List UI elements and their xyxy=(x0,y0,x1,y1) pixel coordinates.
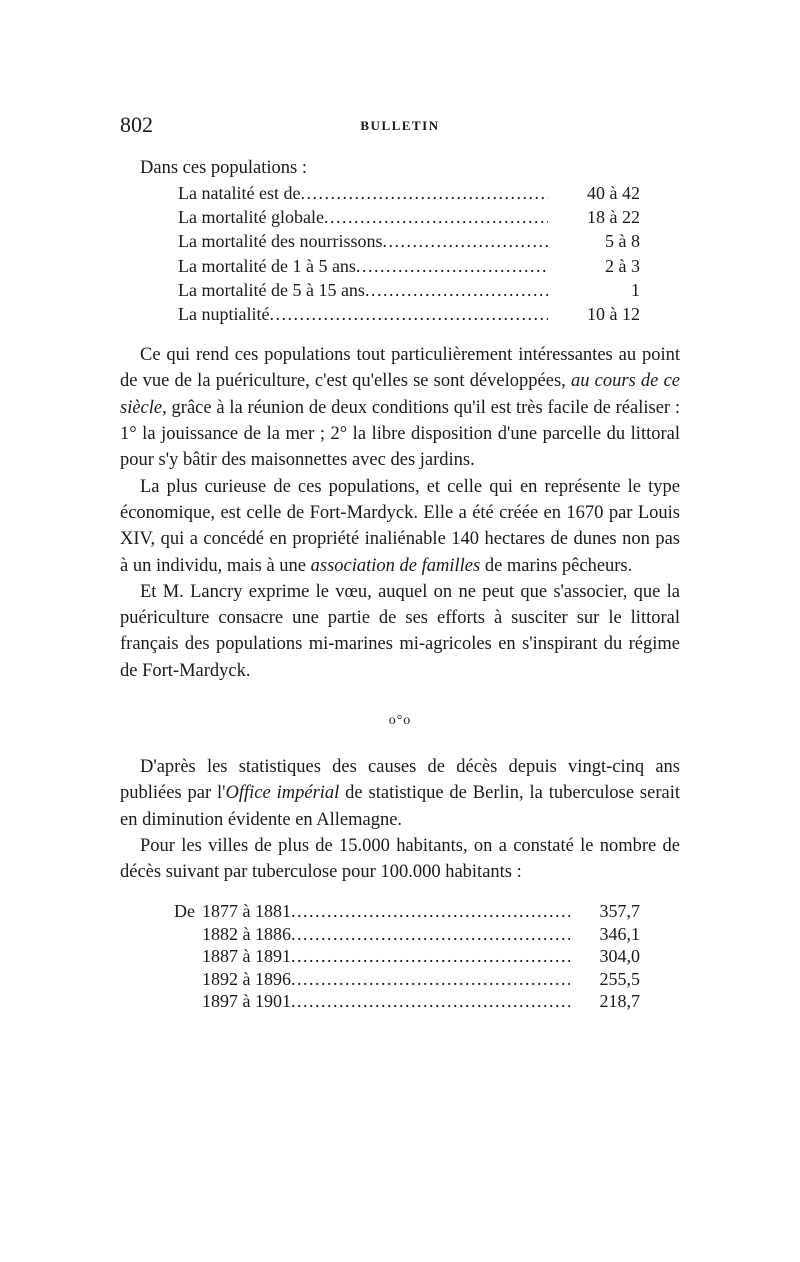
dot-leader xyxy=(324,207,548,228)
paragraph-text: D'après les statistiques des causes de décès depuis vingt-cinq ans publiées par l' xyxy=(120,756,680,804)
rate-label: La nuptialité xyxy=(178,303,270,324)
stat-prefix: De xyxy=(174,901,195,922)
dot-leader xyxy=(291,991,570,1012)
stat-years: 1877 à 1881 xyxy=(202,901,291,922)
rate-row xyxy=(178,304,640,328)
dot-leader xyxy=(291,924,570,945)
stat-years: 1882 à 1886 xyxy=(202,923,291,944)
rate-row xyxy=(178,207,640,231)
page-number: 802 xyxy=(120,112,153,137)
paragraph-text: La plus curieuse de ces populations, et celle qui en représente le type économique, est celle de Fort-Mardyck. Elle a été créée en 1670 par Louis XIV, qui a concédé en propriété inaliénable 140 hectares de dunes non pas à un individu, mais à une xyxy=(120,476,680,576)
section-separator: o°o xyxy=(388,712,412,728)
stat-row xyxy=(174,924,640,947)
dot-leader xyxy=(300,183,548,204)
paragraph-cities: Pour les villes de plus de 15.000 habitants, on a constaté le nombre de décès suivant par tuberculose pour 100.000 habitants : xyxy=(120,835,680,883)
paragraph-statistics xyxy=(120,754,680,833)
paragraph-lancry: Et M. Lancry exprime le vœu, auquel on ne peut que s'associer, que la puériculture consacre une partie de ses efforts à susciter sur le littoral français des populations mi-marines mi-agricoles en s'inspirant du régime de Fort-Mardyck. xyxy=(120,581,680,681)
stat-row xyxy=(174,991,640,1014)
page xyxy=(120,112,680,1014)
dot-leader xyxy=(365,280,548,301)
stat-value: 255,5 xyxy=(599,968,640,989)
paragraph-italic: Office impérial xyxy=(225,783,340,804)
paragraph-puericulture xyxy=(120,342,680,473)
paragraph-text: , grâce à la réunion de deux conditions qu'il est très facile de réaliser : 1° la jouissance de la mer ; 2° la libre disposition d'une parcelle du littoral pour s'y bâtir des maisonnettes avec des jardins. xyxy=(120,397,680,471)
intro-line: Dans ces populations : xyxy=(140,158,307,178)
dot-leader xyxy=(269,304,548,325)
stat-row xyxy=(174,901,640,924)
page-header xyxy=(120,112,680,142)
rate-value: 2 à 3 xyxy=(605,255,640,276)
rate-value: 40 à 42 xyxy=(587,183,640,203)
stat-row xyxy=(174,946,640,969)
stat-value: 357,7 xyxy=(599,901,640,922)
rate-value: 1 xyxy=(631,279,640,300)
rate-row xyxy=(178,280,640,304)
rate-value: 10 à 12 xyxy=(587,303,640,324)
paragraph-text: de statistique de Berlin, la tuberculose serait en diminution évidente en Allemagne. xyxy=(120,783,680,830)
stat-years: 1892 à 1896 xyxy=(202,968,291,989)
dot-leader xyxy=(291,969,570,990)
rate-label: La mortalité de 5 à 15 ans xyxy=(178,279,365,300)
rate-label: La mortalité globale xyxy=(178,207,324,228)
paragraph-text: Ce qui rend ces populations tout particulièrement intéressantes au point de vue de la puériculture, c'est qu'elles se sont développées, xyxy=(120,345,680,392)
tuberculosis-table xyxy=(174,901,640,1014)
rate-value: 18 à 22 xyxy=(587,207,640,228)
stat-value: 346,1 xyxy=(599,923,640,944)
paragraph-text: de marins pêcheurs. xyxy=(480,555,633,576)
dot-leader xyxy=(291,946,570,967)
dot-leader xyxy=(356,256,548,277)
rate-label: La mortalité des nourrissons xyxy=(178,231,383,252)
paragraph-fort-mardyck xyxy=(120,474,680,579)
rate-label: La natalité est de xyxy=(178,183,301,203)
rate-row xyxy=(178,256,640,280)
stat-years: 1897 à 1901 xyxy=(202,991,291,1012)
rate-row xyxy=(178,231,640,255)
stat-row xyxy=(174,969,640,992)
rates-table xyxy=(178,183,640,328)
running-title: BULLETIN xyxy=(360,118,440,133)
rate-label: La mortalité de 1 à 5 ans xyxy=(178,255,356,276)
paragraph-italic: au cours de ce siècle xyxy=(120,371,680,418)
stat-value: 218,7 xyxy=(599,991,640,1012)
stat-value: 304,0 xyxy=(599,946,640,967)
dot-leader xyxy=(382,231,548,252)
paragraph-italic: association de familles xyxy=(310,555,481,576)
rate-value: 5 à 8 xyxy=(605,231,640,252)
dot-leader xyxy=(291,901,570,922)
rate-row xyxy=(178,183,640,207)
stat-years: 1887 à 1891 xyxy=(202,946,291,967)
